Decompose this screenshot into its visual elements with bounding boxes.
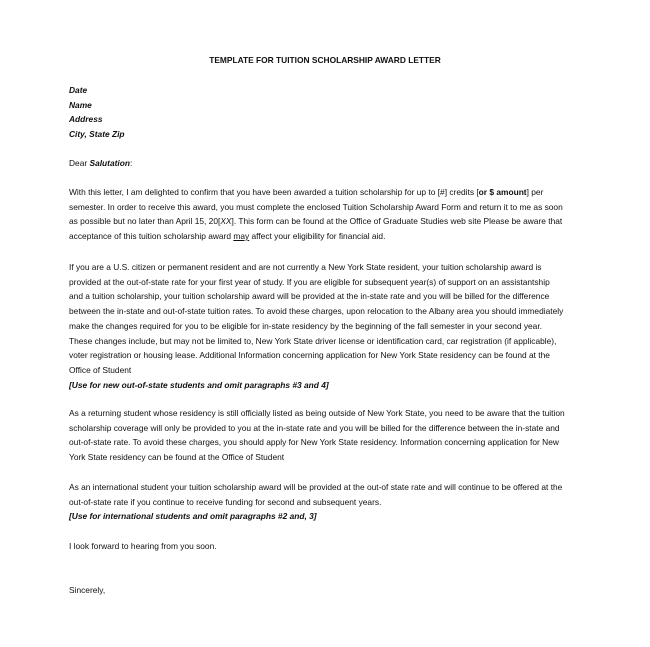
recipient-address-block [69,83,566,142]
p1-text-e: ]. This form can be found at the Office of Graduate Studies web site Please be aware that acceptance of this tuition scholarship award [69,216,563,242]
salutation-placeholder: Salutation [89,158,130,168]
p4-usage-note: [Use for international students and omit paragraphs #2 and, 3] [69,511,317,522]
p3-text: As a returning student whose residency is still officially listed as being outside of New York State, you need to be aware that the tuition scholarship coverage will only be provided to you at the in-state rate and you will be billed for the difference between the in-state and out-of-state rate. To avoid these charges, you should apply for New York State residency. Information concerning application for New York State residency can be found at the Office of Student [69,408,565,463]
p1-text-a: With this letter, I am delighted to confirm that you have been awarded a tuition scholarship for up to [#] credits [ [69,187,479,197]
city-state-zip-line: City, State Zip [69,129,125,140]
paragraph-closing-remark: I look forward to hearing from you soon. [69,541,217,551]
p1-text-g: affect your eligibility for financial aid. [249,231,386,242]
p1-text-c: ] per semester. In order to receive this award, you must complete the enclosed Tuition Scholarship Award Form and return it to me as soon as possible but no later than April 15, 20[ [69,187,563,227]
p1-year-placeholder: XX [220,216,232,227]
paragraph-award-confirmation [69,185,566,244]
salutation-prefix: Dear [69,158,90,168]
name-line: Name [69,99,92,110]
sign-off: Sincerely, [69,585,106,595]
p2-text: If you are a U.S. citizen or permanent resident and are not currently a New York State resident, your tuition scholarship award is provided at the out-of-state rate for your first year of study. If you are eligible for subsequent year(s) of support on an assistantship and a tuition scholarship, your tuition scholarship award will be provided at the in-state rate and you will be billed for the difference between the in-state and out-of-state tuition rates. To avoid these charges, upon relocation to the Albany area you should immediately make the changes required for you to be eligible for in-state residency by the beginning of the fall semester in your second year. These changes include, but may not be limited to, New York State driver license or identification card, car registration (if applicable), voter registration or housing lease. Additional Information concerning application for New York State residency can be found at the Office of Student [69,262,564,375]
salutation-colon: : [129,158,133,168]
paragraph-international-student [69,480,566,524]
paragraph-returning-student [69,406,566,465]
p2-usage-note: [Use for new out-of-state students and omit paragraphs #3 and 4] [69,379,329,390]
p1-amount-placeholder: or $ amount [478,187,527,197]
p1-may-underlined: may [233,231,250,242]
p4-text: As an international student your tuition scholarship award will be provided at the out-of state rate and will continue to be offered at the out-of-state rate if you continue to receive funding for second and subsequent years. [69,482,563,507]
date-line: Date [69,85,88,95]
address-line: Address [69,114,103,125]
salutation-line [69,156,566,171]
paragraph-out-of-state-residency [69,260,566,392]
page-title: TEMPLATE FOR TUITION SCHOLARSHIP AWARD LETTER [209,55,441,65]
